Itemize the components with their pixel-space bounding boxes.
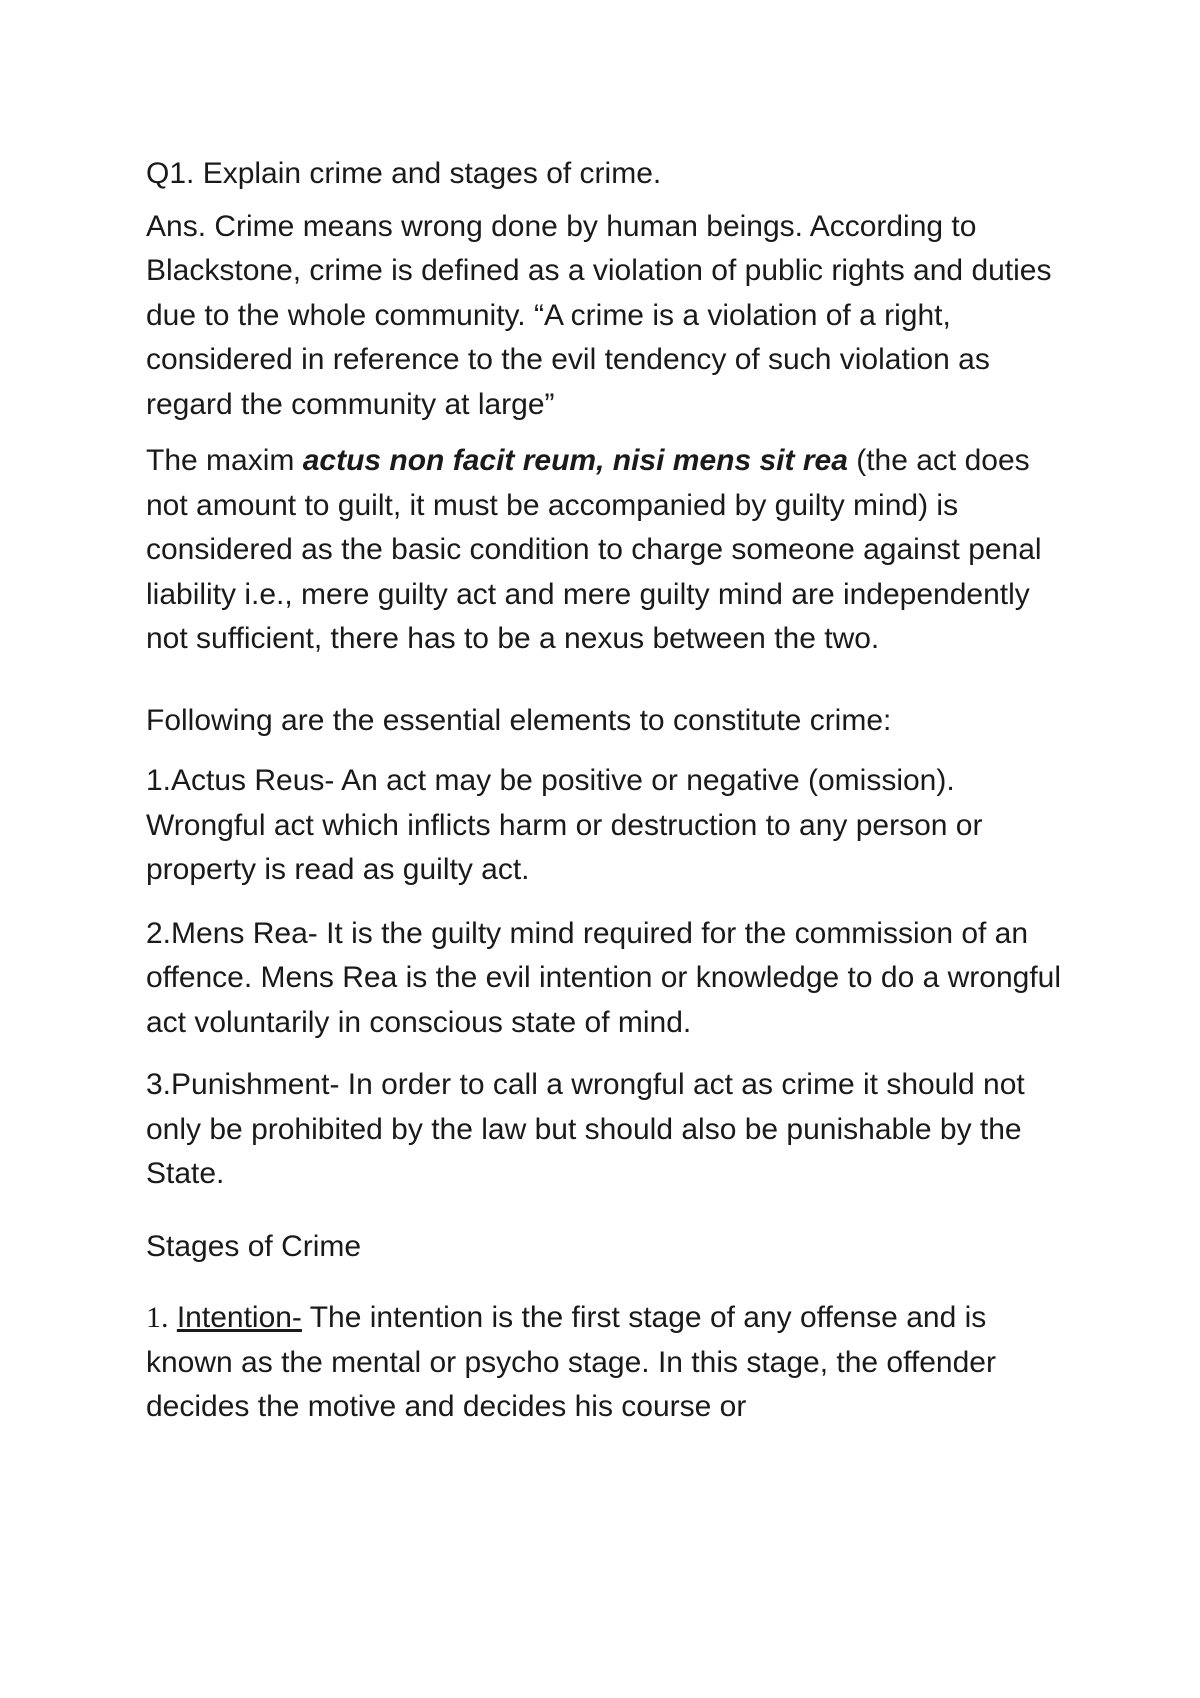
document-body: [146, 152, 1076, 1430]
answer-paragraph: Ans. Crime means wrong done by human beings. According to Blackstone, crime is defined as a violation of public rights and duties due to the whole community. “A crime is a violation of a right, considered in reference to the evil tendency of such violation as regard the community at large”: [146, 209, 1052, 421]
question-title: Q1. Explain crime and stages of crime.: [146, 157, 662, 190]
maxim-phrase: actus non facit reum, nisi mens sit rea: [302, 444, 848, 477]
stage-number: 1.: [146, 1301, 169, 1334]
stages-heading: Stages of Crime: [146, 1229, 362, 1263]
maxim-paragraph: [146, 439, 1076, 662]
maxim-prefix: The maxim: [146, 444, 303, 477]
maxim-suffix: (the act does not amount to guilt, it must be accompanied by guilty mind) is considered as the basic condition to charge someone against penal liability i.e., mere guilty act and mere guilty mind are independently not sufficient, there has to be a nexus between the two.: [146, 444, 1042, 655]
stage-text: The intention is the first stage of any offense and is known as the mental or psycho stage. In this stage, the offender decides the motive and decides his course or: [146, 1301, 996, 1423]
elements-intro: Following are the essential elements to constitute crime:: [146, 703, 892, 737]
element-mens-rea: 2.Mens Rea- It is the guilty mind required for the commission of an offence. Mens Rea is the evil intention or knowledge to do a wrongful act voluntarily in conscious state of mind.: [146, 916, 1061, 1039]
element-actus-reus: 1.Actus Reus- An act may be positive or negative (omission). Wrongful act which inflicts harm or destruction to any person or property is read as guilty act.: [146, 764, 983, 886]
element-punishment: 3.Punishment- In order to call a wrongful act as crime it should not only be prohibited by the law but should also be punishable by the State.: [146, 1068, 1025, 1190]
stage-term: Intention-: [176, 1301, 302, 1334]
stage-intention-paragraph: [146, 1296, 1076, 1430]
